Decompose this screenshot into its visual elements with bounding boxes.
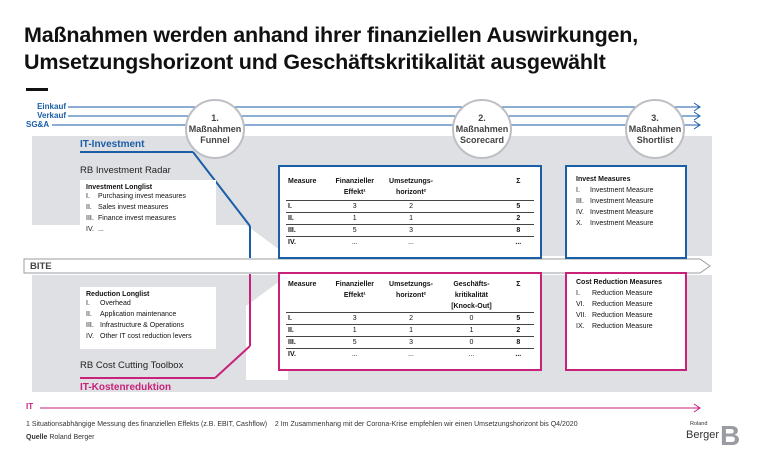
table-cell: 2 [503, 212, 534, 224]
step-3-label1: Maßnahmen [628, 123, 682, 134]
reduction-shortlist-title: Cost Reduction Measures [576, 279, 662, 286]
col-header-effekt: Finanzieller Effekt¹ [335, 178, 375, 196]
axis-label-sga: SG&A [26, 120, 50, 129]
list-item: III. Investment Measure [576, 198, 654, 205]
investment-title: IT-Investment [80, 139, 145, 150]
list-item: VI. Reduction Measure [576, 301, 653, 308]
table-cell [440, 212, 503, 224]
reduction-scorecard-table [286, 279, 534, 360]
reduction-longlist-item: III. Infrastructure & Operations [86, 322, 185, 329]
table-cell: 3 [328, 200, 382, 212]
col-header-horizont: Umsetzungs-horizont² [389, 281, 433, 299]
step-3-number: 3. [651, 112, 659, 123]
reduction-shortlist [576, 279, 680, 332]
step-1-number: 1. [211, 112, 219, 123]
table-row [286, 236, 534, 248]
investment-shortlist-title: Invest Measures [576, 176, 631, 183]
table-row [286, 224, 534, 236]
table-row [286, 212, 534, 224]
reduction-longlist-item: I. Overhead [86, 300, 131, 307]
table-cell: 1 [382, 325, 440, 337]
table-cell: 2 [382, 200, 440, 212]
table-cell [440, 200, 503, 212]
step-circle-shortlist [625, 99, 685, 159]
table-row [286, 200, 534, 212]
table-cell: ... [382, 236, 440, 248]
reduction-toolbox-label: RB Cost Cutting Toolbox [80, 360, 184, 371]
list-item: X. Investment Measure [576, 220, 654, 227]
table-cell: 3 [382, 337, 440, 349]
step-2-label2: Scorecard [459, 134, 505, 145]
list-item: IV. Investment Measure [576, 209, 654, 216]
investment-longlist-title: Investment Longlist [86, 184, 153, 191]
investment-longlist-item: III. Finance invest measures [86, 215, 176, 222]
table-cell: 2 [382, 313, 440, 325]
it-label: IT [26, 402, 34, 411]
table-cell: 1 [382, 212, 440, 224]
footnote: 1 Situationsabhängige Messung des finanziellen Effekts (z.B. EBIT, Cashflow) 2 Im Zusammenhang mit der Corona-Krise empfehlen wir einen Umsetzungshorizont bis Q4/2020 [26, 421, 578, 428]
table-cell: ... [503, 349, 534, 361]
step-1-label1: Maßnahmen [188, 123, 242, 134]
reduction-longlist-item: II. Application maintenance [86, 311, 177, 318]
table-cell: 3 [382, 224, 440, 236]
step-circle-scorecard [452, 99, 512, 159]
table-cell: 5 [503, 200, 534, 212]
table-row [286, 349, 534, 361]
list-item: I. Reduction Measure [576, 290, 653, 297]
col-header-measure: Measure [288, 281, 317, 288]
reduction-longlist-item: IV. Other IT cost reduction levers [86, 333, 192, 340]
step-2-label1: Maßnahmen [455, 123, 509, 134]
col-header-horizont: Umsetzungs-horizont² [389, 178, 433, 196]
source-value: Roland Berger [49, 434, 95, 441]
reduction-longlist-box [80, 287, 216, 349]
investment-radar-label: RB Investment Radar [80, 165, 171, 176]
table-cell: 0 [440, 337, 503, 349]
table-cell: 5 [328, 337, 382, 349]
step-3-label2: Shortlist [636, 134, 674, 145]
table-cell: IV. [286, 236, 328, 248]
table-cell: 8 [503, 224, 534, 236]
list-item: VII. Reduction Measure [576, 312, 653, 319]
table-cell: 2 [503, 325, 534, 337]
investment-longlist-box [80, 180, 216, 245]
logo-mark: B [720, 420, 741, 451]
table-cell: III. [286, 337, 328, 349]
title-line-2: Umsetzungshorizont und Geschäftskritikalität ausgewählt [24, 50, 606, 74]
logo-big-text: Berger [686, 429, 720, 441]
table-cell: 5 [328, 224, 382, 236]
axis-arrows [52, 103, 700, 129]
investment-longlist-item: II. Sales invest measures [86, 204, 169, 211]
step-2-number: 2. [478, 112, 486, 123]
table-cell: ... [382, 349, 440, 361]
table-cell [440, 224, 503, 236]
table-header-row [286, 279, 534, 313]
col-header-sum: Σ [516, 178, 521, 185]
bite-label: BITE [30, 261, 52, 272]
table-cell: I. [286, 313, 328, 325]
table-row [286, 337, 534, 349]
table-cell: ... [328, 236, 382, 248]
source-line [26, 434, 95, 441]
table-cell: III. [286, 224, 328, 236]
table-cell: II. [286, 212, 328, 224]
investment-scorecard-table [286, 176, 534, 248]
table-row [286, 313, 534, 325]
axis-label-verkauf: Verkauf [37, 111, 66, 120]
bite-arrow [24, 259, 710, 273]
col-header-empty [440, 176, 503, 200]
list-item: I. Investment Measure [576, 187, 654, 194]
table-header-row [286, 176, 534, 200]
investment-longlist-item: IV. ... [86, 226, 104, 233]
col-header-kritikalitaet: Geschäfts-kritikalität [Knock-Out] [451, 281, 492, 310]
table-cell: 0 [440, 313, 503, 325]
list-item: IX. Reduction Measure [576, 323, 653, 330]
table-cell: 5 [503, 313, 534, 325]
col-header-measure: Measure [288, 178, 317, 185]
table-cell: 8 [503, 337, 534, 349]
investment-shortlist [576, 176, 680, 229]
table-cell: 3 [328, 313, 382, 325]
table-cell: ... [440, 349, 503, 361]
axis-label-einkauf: Einkauf [37, 102, 66, 111]
table-cell: ... [328, 349, 382, 361]
table-cell: 1 [328, 325, 382, 337]
table-cell: II. [286, 325, 328, 337]
table-cell: 1 [440, 325, 503, 337]
step-1-label2: Funnel [200, 134, 230, 145]
source-label: Quelle [26, 434, 48, 441]
table-cell: ... [503, 236, 534, 248]
table-cell: I. [286, 200, 328, 212]
table-cell [440, 236, 503, 248]
table-cell: 1 [328, 212, 382, 224]
table-row [286, 325, 534, 337]
roland-berger-logo [686, 420, 741, 451]
step-circle-funnel [185, 99, 245, 159]
reduction-title: IT-Kostenreduktion [80, 382, 172, 393]
col-header-sum: Σ [516, 281, 521, 288]
col-header-effekt: Finanzieller Effekt¹ [335, 281, 375, 299]
reduction-longlist-title: Reduction Longlist [86, 291, 150, 298]
table-cell: IV. [286, 349, 328, 361]
investment-longlist-item: I. Purchasing invest measures [86, 193, 186, 200]
title-line-1: Maßnahmen werden anhand ihrer finanziellen Auswirkungen, [24, 23, 638, 47]
logo-small-text: Roland [690, 421, 708, 427]
